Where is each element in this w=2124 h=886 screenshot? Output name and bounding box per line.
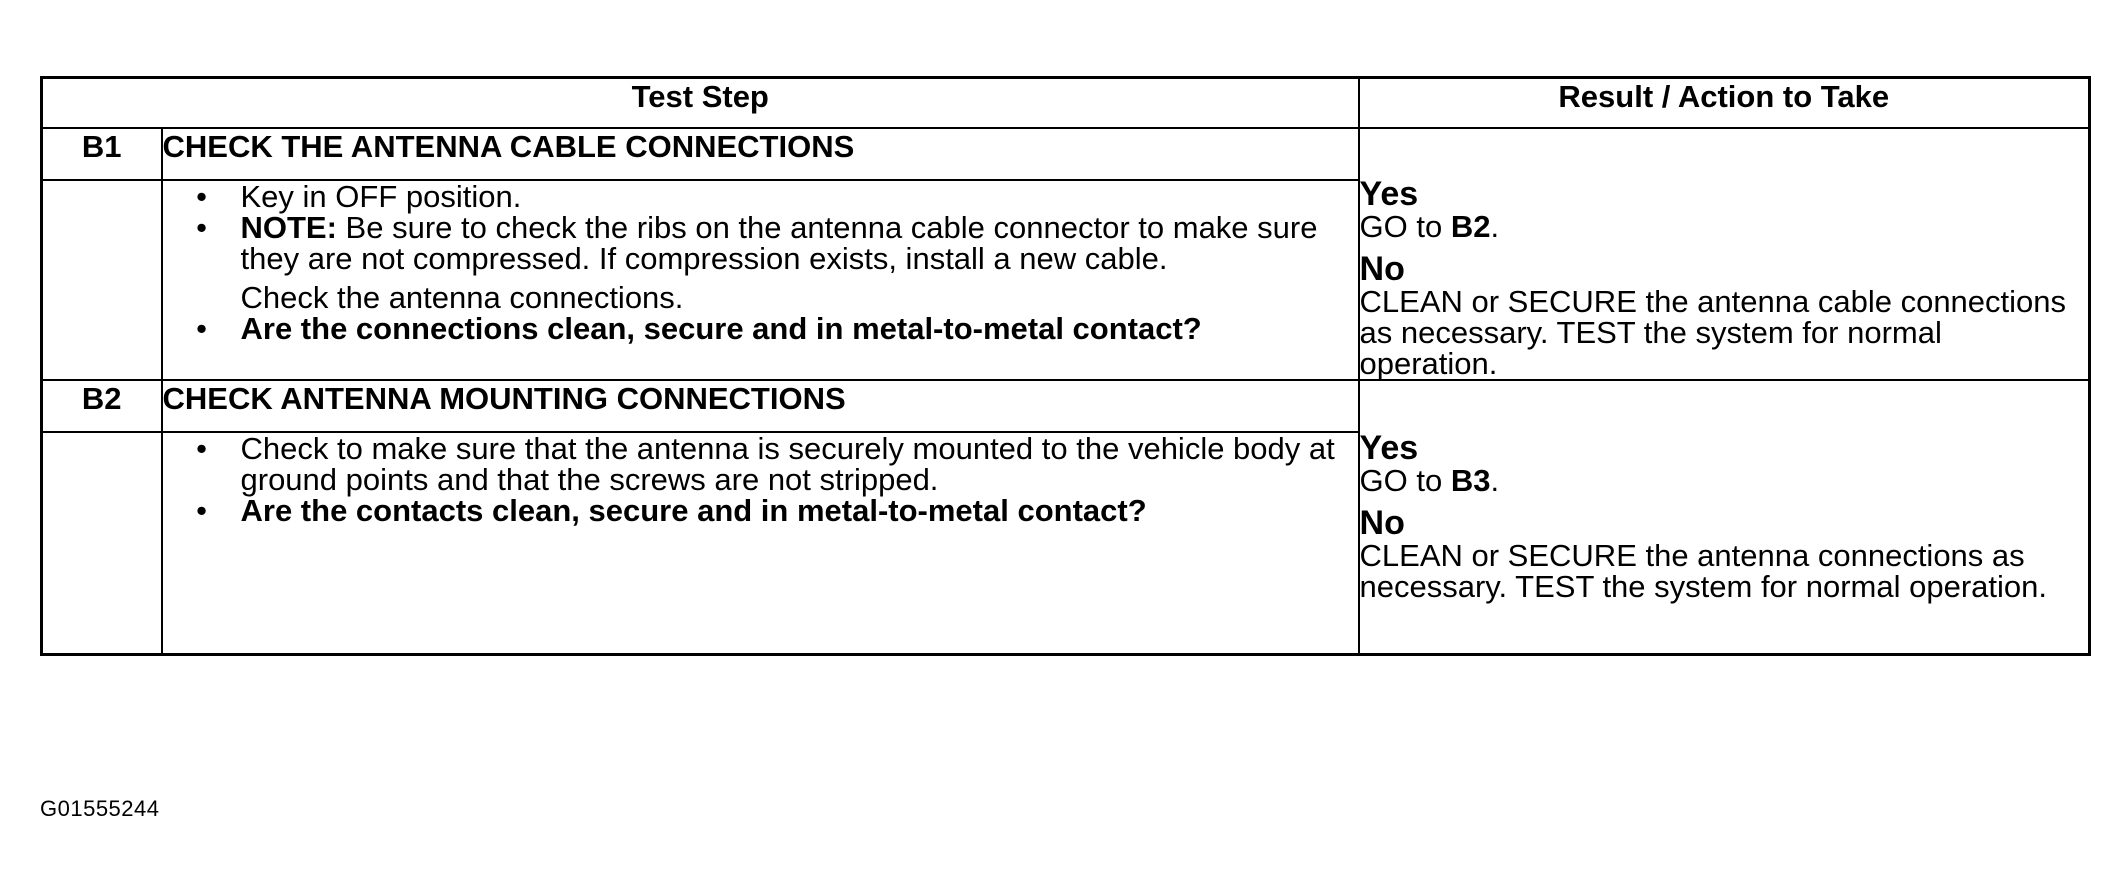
step-id-spacer (42, 180, 162, 380)
step-result (1359, 128, 2090, 380)
step-id: B2 (42, 380, 162, 432)
yes-action: GO to B3. (1359, 463, 1500, 498)
step-note-continuation: Check the antenna connections. (240, 280, 684, 315)
no-label: No (1359, 504, 1405, 542)
list-item: • Are the contacts clean, secure and in metal-to-metal contact? (196, 493, 1147, 528)
list-item: • NOTE: Be sure to check the ribs on the antenna cable connector to make sure they are not compressed. If compression exists, install a new cable. Check the antenna connections. (163, 212, 1358, 313)
yes-label: Yes (1359, 175, 1419, 213)
step-title: CHECK ANTENNA MOUNTING CONNECTIONS (162, 380, 1359, 432)
list-item: • Check to make sure that the antenna is securely mounted to the vehicle body at ground points and that the screws are not stripped. (196, 431, 1335, 497)
step-title: CHECK THE ANTENNA CABLE CONNECTIONS (162, 128, 1359, 180)
step-id-spacer (42, 432, 162, 655)
step-result (1359, 380, 2090, 655)
figure-id-caption: G01555244 (40, 796, 160, 821)
step-title-row (42, 380, 2090, 432)
result-header: Result / Action to Take (1359, 78, 2090, 129)
yes-action: GO to B2. (1359, 209, 1500, 244)
step-title-row (42, 128, 2090, 180)
step-id: B1 (42, 128, 162, 180)
step-body (162, 180, 1359, 380)
step-body (162, 432, 1359, 655)
test-step-header: Test Step (42, 78, 1359, 129)
yes-label: Yes (1359, 429, 1419, 467)
table-header-row (42, 78, 2090, 129)
no-label: No (1359, 250, 1405, 288)
list-item: • Are the connections clean, secure and in metal-to-metal contact? (196, 311, 1202, 346)
list-item: • Key in OFF position. (196, 179, 522, 214)
no-action: CLEAN or SECURE the antenna cable connections as necessary. TEST the system for normal operation. (1359, 284, 2067, 381)
diagnostic-table (40, 76, 2091, 656)
no-action: CLEAN or SECURE the antenna connections as necessary. TEST the system for normal operation. (1359, 538, 2047, 604)
